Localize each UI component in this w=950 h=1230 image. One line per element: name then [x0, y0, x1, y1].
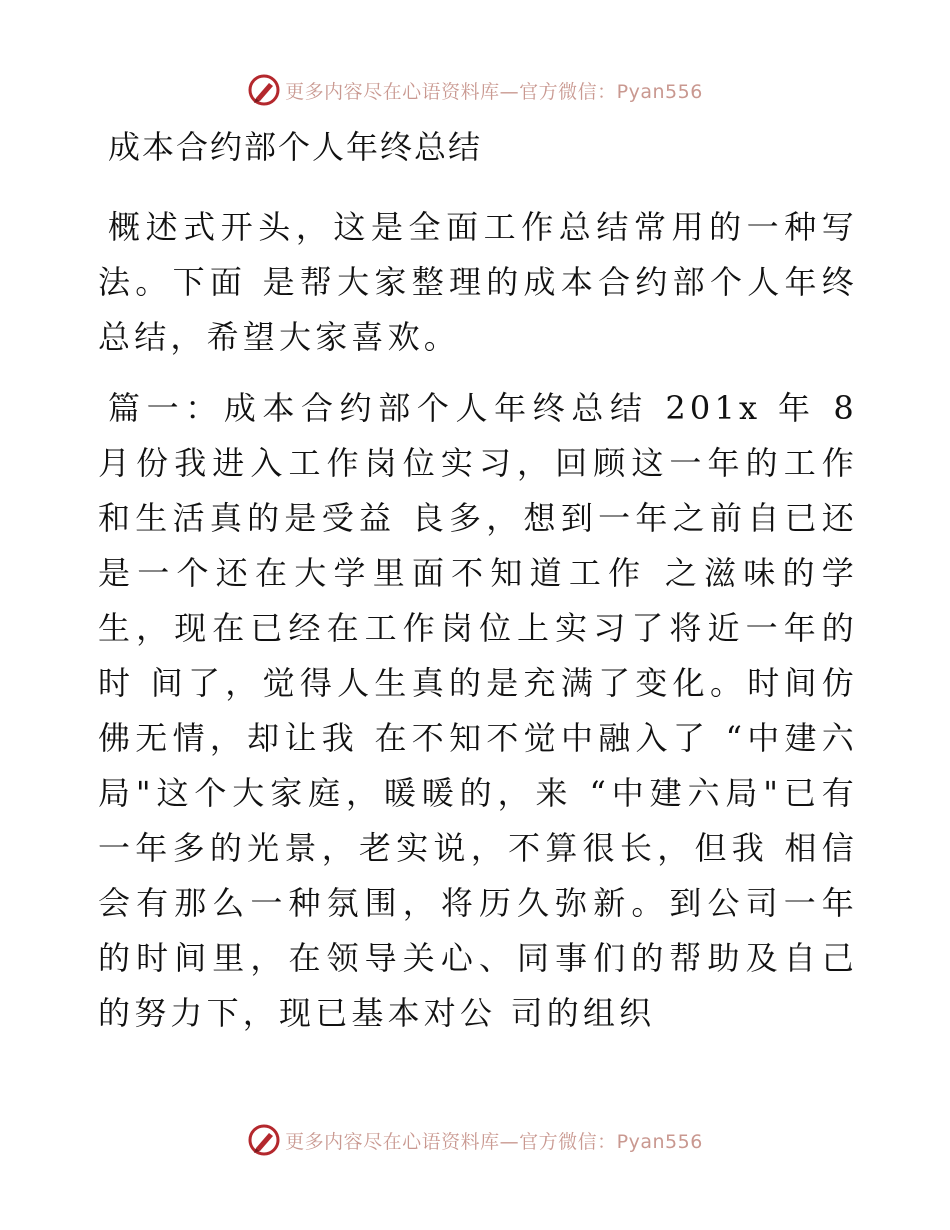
watermark-wechat-id: Pyan556 [616, 1130, 703, 1153]
watermark-text-cn: 更多内容尽在心语资料库—官方微信： [285, 1130, 617, 1153]
watermark-text [285, 77, 703, 104]
body-paragraph: 篇一：成本合约部个人年终总结 201x 年 8 月份我进入工作岗位实习，回顾这一年的工作和生活真的是受益 良多，想到一年之前自已还是一个还在大学里面不知道工作 之滋味的学生，现在已经在工作岗位上实习了将近一年的时 间了，觉得人生真的是充满了变化。时间仿佛无情，却让我 在不知不觉中融入了 “中建六局"这个大家庭，暖暖的，来 “中建六局"已有一年多的光景，老实说，不算很长，但我 相信会有那么一种氛围，将历久弥新。到公司一年的时间里，在领导关心、同事们的帮助及自己的努力下，现已基本对公 司的组织 [98, 389, 858, 1032]
watermark-text-cn: 更多内容尽在心语资料库—官方微信： [285, 80, 617, 103]
header-watermark [0, 70, 950, 110]
document-body [98, 122, 858, 1057]
pen-circle-icon [247, 73, 281, 107]
intro-paragraph: 概述式开头，这是全面工作总结常用的一种写法。下面 是帮大家整理的成本合约部个人年终总结，希望大家喜欢。 [98, 208, 858, 356]
pen-circle-icon [247, 1123, 281, 1157]
watermark-wechat-id: Pyan556 [616, 80, 703, 103]
document-title: 成本合约部个人年终总结 [108, 128, 483, 166]
watermark-text [285, 1127, 703, 1154]
footer-watermark [0, 1120, 950, 1160]
